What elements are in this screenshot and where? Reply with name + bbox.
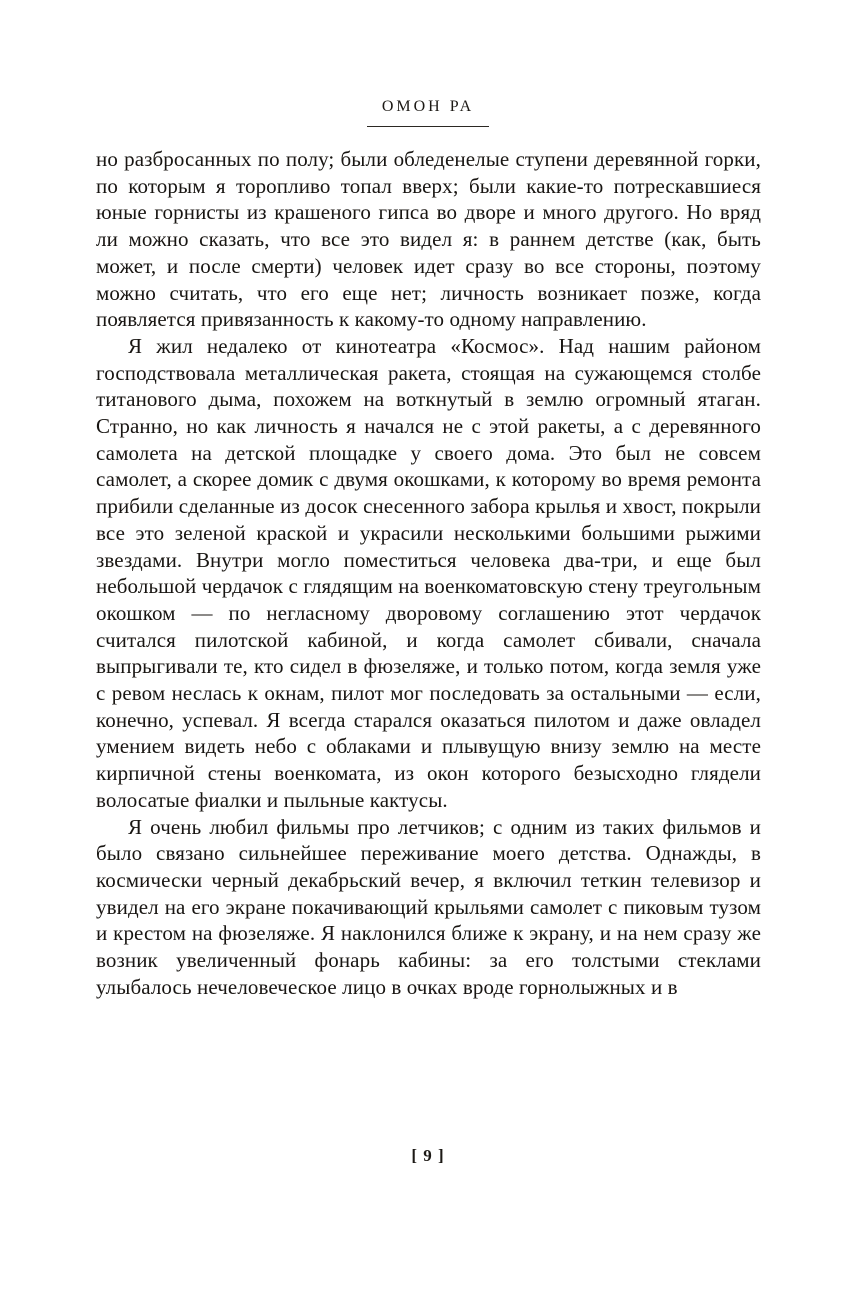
header-divider xyxy=(367,126,489,127)
running-header xyxy=(0,98,856,127)
book-title: ОМОН РА xyxy=(381,98,475,115)
page-number: [ 9 ] xyxy=(411,1146,445,1165)
paragraph: но разбросанных по полу; были обледенелые ступени деревянной горки, по которым я торопливо топал вверх; были какие-то потрескавшиеся юные горнисты из крашеного гипса во дворе и много другого. Но вряд ли можно сказать, что все это видел я: в раннем детстве (как, быть может, и после смерти) человек идет сразу во все стороны, поэтому можно считать, что его еще нет; личность возникает позже, когда появляется привязанность к какому-то одному направлению. xyxy=(96,147,761,332)
body-text xyxy=(96,146,761,1001)
paragraph: Я очень любил фильмы про летчиков; с одним из таких фильмов и было связано сильнейшее переживание моего детства. Однажды, в космически черный декабрьский вечер, я включил теткин телевизор и увидел на его экране покачивающий крыльями самолет с пиковым тузом и крестом на фюзеляже. Я наклонился ближе к экрану, и на нем сразу же возник увеличенный фонарь кабины: за его толстыми стеклами улыбалось нечеловеческое лицо в очках вроде горнолыжных и в xyxy=(96,814,761,999)
paragraph: Я жил недалеко от кинотеатра «Космос». Над нашим районом господствовала металлическая ракета, стоящая на сужающемся столбе титанового дыма, похожем на воткнутый в землю огромный ятаган. Странно, но как личность я начался не с этой ракеты, а с деревянного самолета на детской площадке у своего дома. Это был не совсем самолет, а скорее домик с двумя окошками, к которому во время ремонта прибили сделанные из досок снесенного забора крылья и хвост, покрыли все это зеленой краской и украсили несколькими большими рыжими звездами. Внутри могло поместиться человека два-три, и еще был небольшой чердачок с глядящим на военкоматовскую стену треугольным окошком — по негласному дворовому соглашению этот чердачок считался пилотской кабиной, и когда самолет сбивали, сначала выпрыгивали те, кто сидел в фюзеляже, и только потом, когда земля уже с ревом неслась к окнам, пилот мог последовать за остальными — если, конечно, успевал. Я всегда старался оказаться пилотом и даже овладел умением видеть небо с облаками и плывущую внизу землю на месте кирпичной стены военкомата, из окон которого безысходно глядели волосатые фиалки и пыльные кактусы. xyxy=(96,333,761,812)
